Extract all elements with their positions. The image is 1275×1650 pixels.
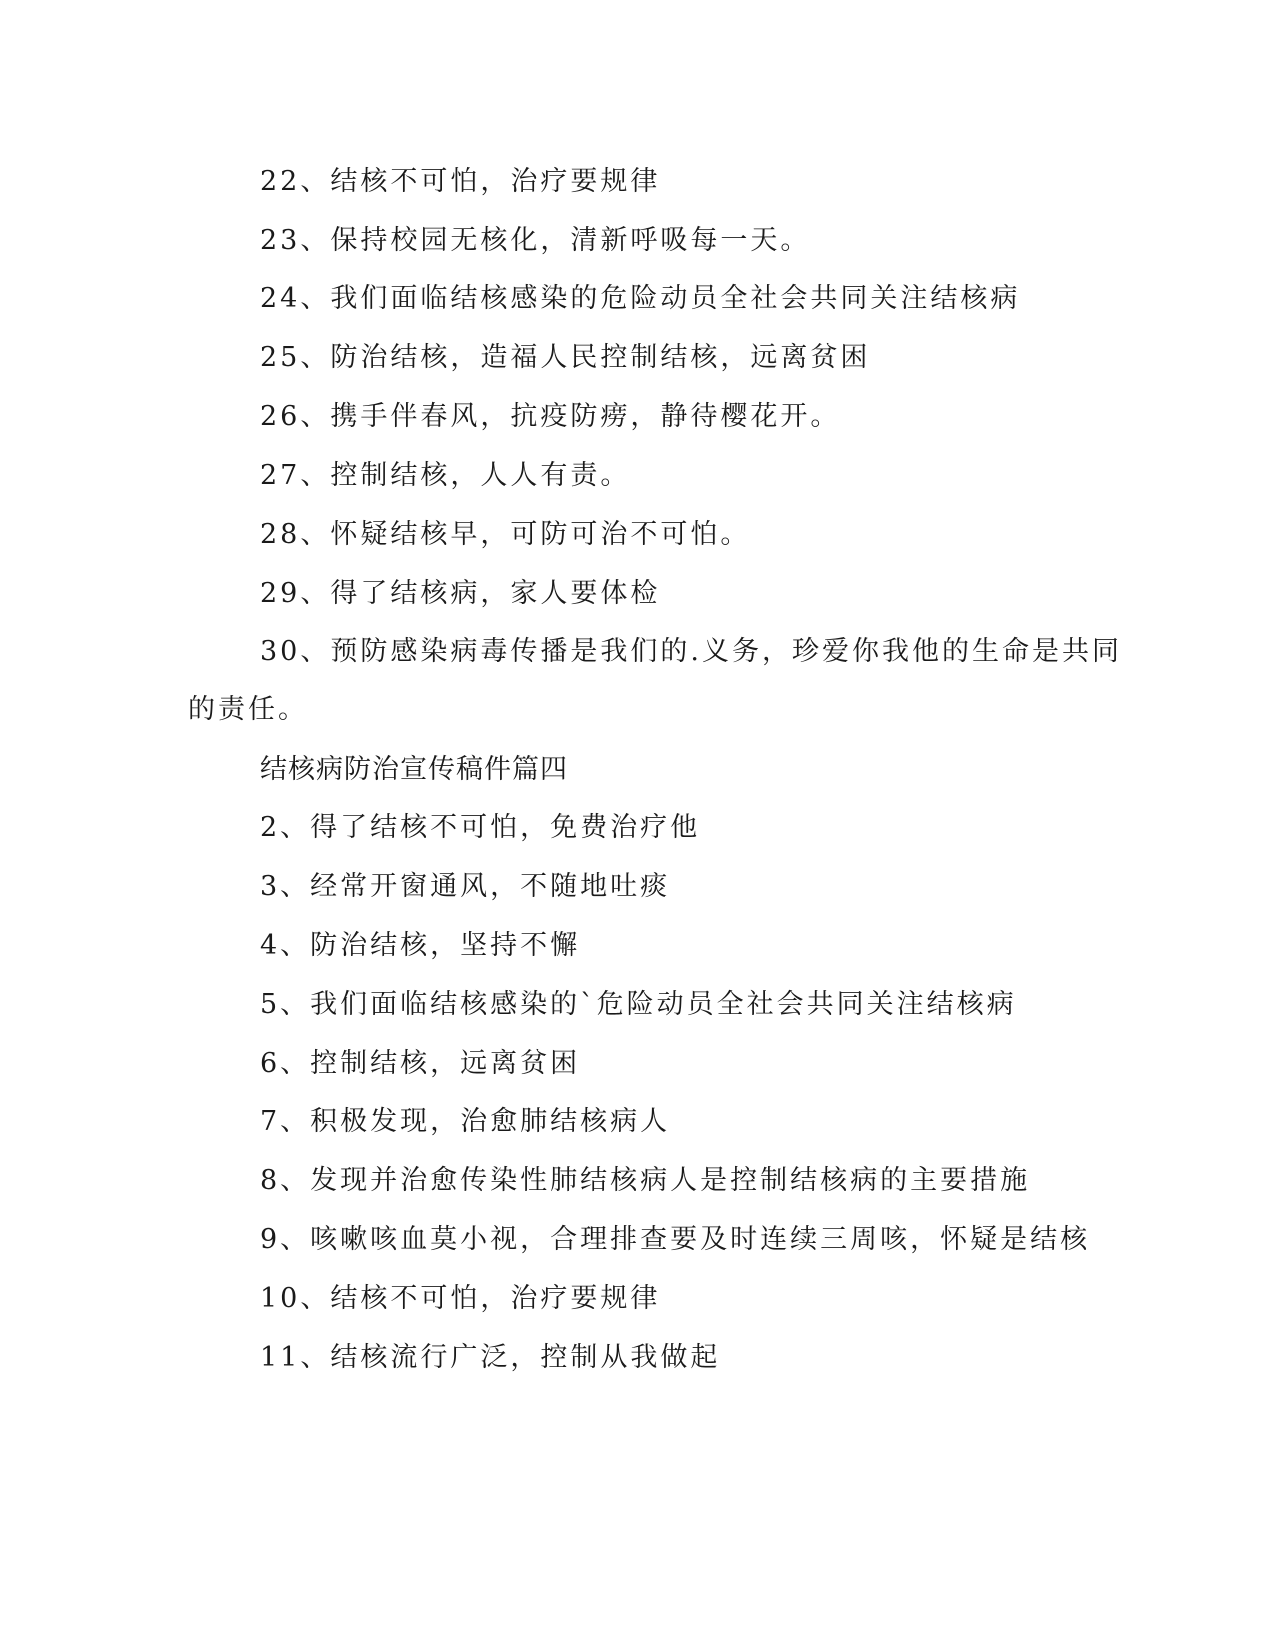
list-item: 8、发现并治愈传染性肺结核病人是控制结核病的主要措施: [260, 1165, 1031, 1196]
list-item: 4、防治结核，坚持不懈: [260, 930, 581, 961]
list-item: 26、携手伴春风，抗疫防痨，静待樱花开。: [260, 401, 841, 432]
list-item: 28、怀疑结核早，可防可治不可怕。: [260, 519, 751, 550]
list-item: 22、结核不可怕，治疗要规律: [260, 166, 661, 197]
list-item: 6、控制结核，远离贫困: [260, 1048, 581, 1079]
list-item: 10、结核不可怕，治疗要规律: [260, 1283, 661, 1314]
list-item: 3、经常开窗通风，不随地吐痰: [260, 871, 671, 902]
list-item: 25、防治结核，造福人民控制结核，远离贫困: [260, 342, 871, 373]
list-item: 27、控制结核，人人有责。: [260, 460, 631, 491]
list-item: 29、得了结核病，家人要体检: [260, 578, 661, 609]
list-item-continuation: 的责任。: [188, 694, 308, 725]
list-item: 7、积极发现，治愈肺结核病人: [260, 1106, 671, 1137]
list-item: 23、保持校园无核化，清新呼吸每一天。: [260, 225, 811, 256]
section-heading: 结核病防治宣传稿件篇四: [260, 754, 568, 785]
list-item: 2、得了结核不可怕，免费治疗他: [260, 812, 701, 843]
list-item: 9、咳嗽咳血莫小视，合理排查要及时连续三周咳，怀疑是结核: [260, 1224, 1091, 1255]
list-item: 11、结核流行广泛，控制从我做起: [260, 1342, 721, 1373]
list-item: 30、预防感染病毒传播是我们的.义务，珍爱你我他的生命是共同: [260, 636, 1122, 667]
list-item: 24、我们面临结核感染的危险动员全社会共同关注结核病: [260, 283, 1021, 314]
list-item: 5、我们面临结核感染的`危险动员全社会共同关注结核病: [260, 989, 1017, 1020]
